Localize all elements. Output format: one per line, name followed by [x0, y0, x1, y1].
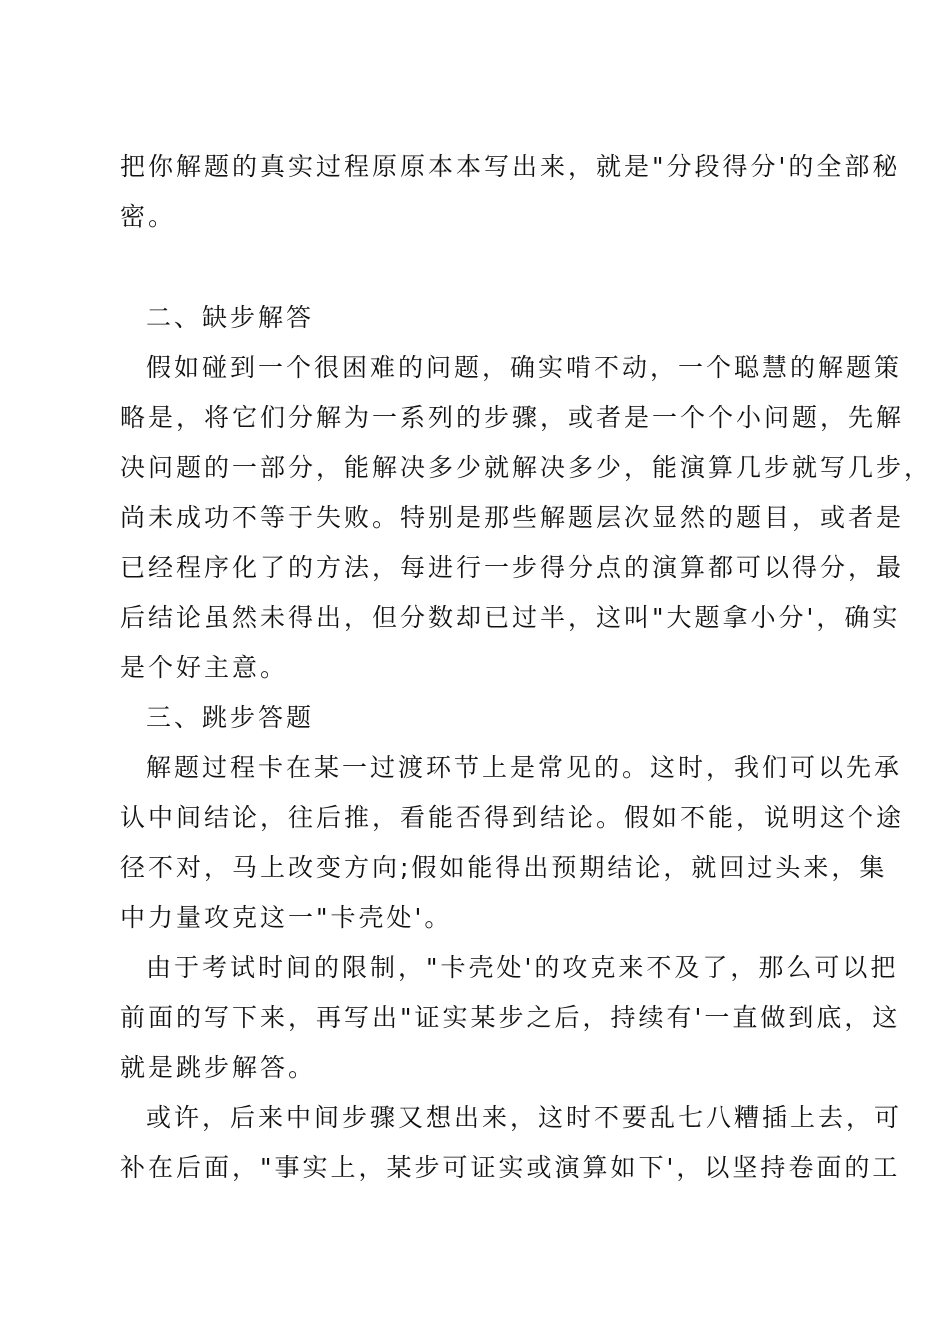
paragraph-line: 是个好主意。: [120, 653, 289, 682]
paragraph-line: 径不对，马上改变方向;假如能得出预期结论，就回过头来，集: [120, 853, 888, 882]
section-heading: 二、缺步解答: [146, 303, 315, 332]
paragraph-line: 决问题的一部分，能解决多少就解决多少，能演算几步就写几步，: [120, 453, 933, 482]
paragraph-line: 已经程序化了的方法，每进行一步得分点的演算都可以得分，最: [120, 553, 905, 582]
paragraph-line: 补在后面，"事实上，某步可证实或演算如下'，以坚持卷面的工: [120, 1153, 901, 1182]
paragraph-line: 把你解题的真实过程原原本本写出来，就是"分段得分'的全部秘: [120, 152, 901, 181]
section-heading: 三、跳步答题: [146, 703, 315, 732]
paragraph-line: 尚未成功不等于失败。特别是那些解题层次显然的题目，或者是: [120, 503, 905, 532]
paragraph-line: 假如碰到一个很困难的问题，确实啃不动，一个聪慧的解题策: [146, 353, 903, 382]
paragraph-line: 或许，后来中间步骤又想出来，这时不要乱七八糟插上去，可: [146, 1103, 903, 1132]
paragraph-line: 认中间结论，往后推，看能否得到结论。假如不能，说明这个途: [120, 803, 905, 832]
paragraph-line: 解题过程卡在某一过渡环节上是常见的。这时，我们可以先承: [146, 753, 903, 782]
paragraph-line: 后结论虽然未得出，但分数却已过半，这叫"大题拿小分'，确实: [120, 603, 901, 632]
paragraph-line: 就是跳步解答。: [120, 1053, 317, 1082]
paragraph-line: 前面的写下来，再写出"证实某步之后，持续有'一直做到底，这: [120, 1003, 901, 1032]
paragraph-line: 中力量攻克这一"卡壳处'。: [120, 903, 453, 932]
paragraph-line: 略是，将它们分解为一系列的步骤，或者是一个个小问题，先解: [120, 403, 905, 432]
paragraph-line: 密。: [120, 202, 177, 231]
paragraph-line: 由于考试时间的限制，"卡壳处'的攻克来不及了，那么可以把: [146, 953, 899, 982]
